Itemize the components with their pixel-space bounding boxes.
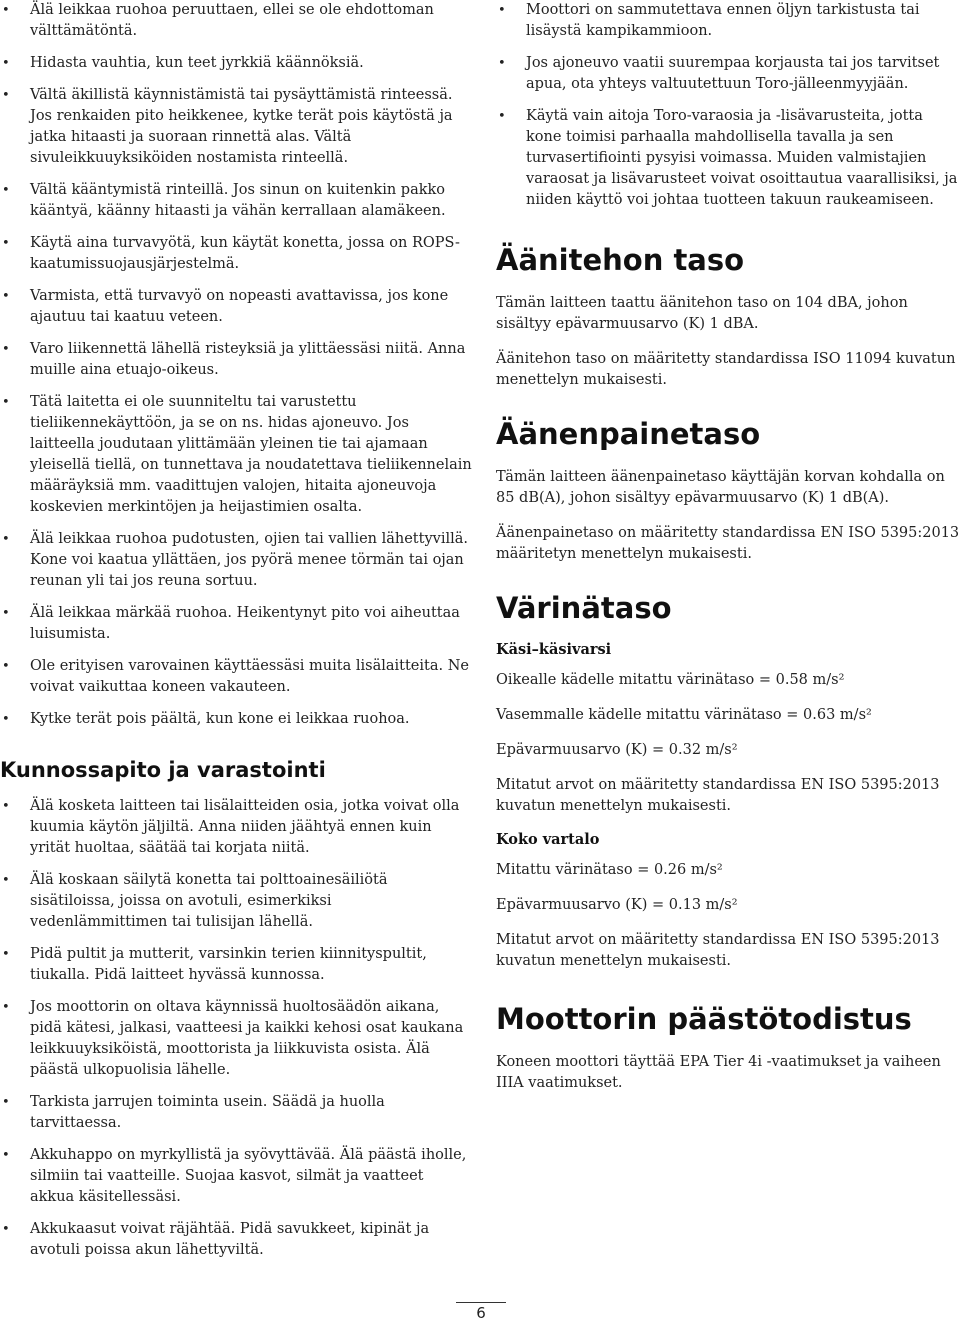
list-item: • Älä leikkaa märkää ruohoa. Heikentynyt pito voi aiheuttaa luisumista. (0, 603, 472, 645)
list-item: • Käytä vain aitoja Toro-varaosia ja -lisävarusteita, jotta kone toimisi parhaalla mahdollisella tavalla ja sen turvasertifiointi pysyisi voimassa. Muiden valmistajien varaosat ja lisävarusteet voivat osoittautua vaarallisiksi, ja niiden käyttö voi johtaa tuotteen takuun raukeamiseen. (496, 106, 960, 211)
paragraph: Tämän laitteen taattu äänitehon taso on 104 dBA, johon sisältyy epävarmuusarvo (K) 1 dBA. (496, 295, 908, 332)
list-item: • Varo liikennettä lähellä risteyksiä ja ylittäessäsi niitä. Anna muille aina etuajo-oikeus. (0, 339, 472, 381)
paragraph: Epävarmuusarvo (K) = 0.32 m/s² (496, 742, 738, 758)
paragraph: Äänitehon taso on määritetty standardissa ISO 11094 kuvatun menettelyn mukaisesti. (496, 351, 956, 388)
list-item: • Käytä aina turvavyötä, kun käytät konetta, jossa on ROPS-kaatumissuojausjärjestelmä. (0, 233, 472, 275)
left-column (0, 0, 472, 1272)
paragraph: Oikealle kädelle mitattu värinätaso = 0.58 m/s² (496, 672, 845, 688)
paragraph: Mitatut arvot on määritetty standardissa EN ISO 5395:2013 kuvatun menettelyn mukaisesti. (496, 932, 940, 969)
right-column (496, 0, 960, 1108)
maintenance-bullet-list (0, 796, 472, 1261)
list-item: • Akkuhappo on myrkyllistä ja syövyttävää. Älä päästä iholle, silmiin tai vaatteille. Suojaa kasvot, silmät ja vaatteet akkua käsitellessäsi. (0, 1145, 472, 1208)
paragraph: Mitatut arvot on määritetty standardissa EN ISO 5395:2013 kuvatun menettelyn mukaisesti. (496, 777, 940, 814)
list-item: • Vältä äkillistä käynnistämistä tai pysäyttämistä rinteessä. Jos renkaiden pito heikkenee, kytke terät pois käytöstä ja jatka hitaasti ja suoraan rinnettä alas. Vältä sivuleikkuuyksiköiden nostamista rinteellä. (0, 85, 472, 169)
section-heading-paasto: Moottorin päästötodistus (496, 1002, 912, 1036)
list-item: • Ole erityisen varovainen käyttäessäsi muita lisälaitteita. Ne voivat vaikuttaa koneen vakauteen. (0, 656, 472, 698)
list-item: • Varmista, että turvavyö on nopeasti avattavissa, jos kone ajautuu tai kaatuu veteen. (0, 286, 472, 328)
page-number-rule (456, 1302, 506, 1303)
list-item: • Pidä pultit ja mutterit, varsinkin terien kiinnityspultit, tiukalla. Pidä laitteet hyvässä kunnossa. (0, 944, 472, 986)
subheading-kasi: Käsi–käsivarsi (496, 641, 612, 658)
list-item: • Tätä laitetta ei ole suunniteltu tai varustettu tieliikennekäyttöön, ja se on ns. hidas ajoneuvo. Jos laitteella joudutaan ylittämään yleinen tie tai ajamaan yleisellä tiellä, on tunnettava ja noudatettava tieliikennelain määräyksiä mm. vaadittujen valojen, hitaita ajoneuvoja koskevien merkintöjen ja heijastimien osalta. (0, 392, 472, 518)
list-item: • Vältä kääntymistä rinteillä. Jos sinun on kuitenkin pakko kääntyä, käänny hitaasti ja vähän kerrallaan alamäkeen. (0, 180, 472, 222)
paragraph: Mitattu värinätaso = 0.26 m/s² (496, 862, 723, 878)
list-item: • Moottori on sammutettava ennen öljyn tarkistusta tai lisäystä kampikammioon. (496, 0, 960, 42)
maintenance-bullet-list-continued (496, 0, 960, 211)
paragraph: Äänenpainetaso on määritetty standardissa EN ISO 5395:2013 määritetyn menettelyn mukaisesti. (496, 525, 960, 562)
section-heading-kunnossapito: Kunnossapito ja varastointi (0, 758, 326, 782)
list-item: • Tarkista jarrujen toiminta usein. Säädä ja huolla tarvittaessa. (0, 1092, 472, 1134)
list-item: • Älä kosketa laitteen tai lisälaitteiden osia, jotka voivat olla kuumia käytön jäljiltä. Anna niiden jäähtyä ennen kuin yrität huoltaa, säätää tai korjata niitä. (0, 796, 472, 859)
list-item: • Jos ajoneuvo vaatii suurempaa korjausta tai jos tarvitset apua, ota yhteys valtuutettuun Toro-jälleenmyyjään. (496, 53, 960, 95)
section-heading-varina: Värinätaso (496, 591, 672, 625)
section-heading-aanenpaine: Äänenpainetaso (496, 417, 761, 451)
list-item: • Älä leikkaa ruohoa pudotusten, ojien tai vallien lähettyvillä. Kone voi kaatua yllättäen, jos pyörä menee törmän tai ojan reunan yli tai jos reuna sortuu. (0, 529, 472, 592)
paragraph: Epävarmuusarvo (K) = 0.13 m/s² (496, 897, 738, 913)
page-number: 6 (476, 1304, 486, 1322)
list-item: • Akkukaasut voivat räjähtää. Pidä savukkeet, kipinät ja avotuli poissa akun lähettyviltä. (0, 1219, 472, 1261)
subheading-koko: Koko vartalo (496, 831, 600, 848)
list-item: • Kytke terät pois päältä, kun kone ei leikkaa ruohoa. (0, 709, 472, 730)
paragraph: Vasemmalle kädelle mitattu värinätaso = 0.63 m/s² (496, 707, 872, 723)
paragraph: Koneen moottori täyttää EPA Tier 4i -vaatimukset ja vaiheen IIIA vaatimukset. (496, 1054, 941, 1091)
section-heading-aanitehon: Äänitehon taso (496, 243, 745, 277)
list-item: • Älä leikkaa ruohoa peruuttaen, ellei se ole ehdottoman välttämätöntä. (0, 0, 472, 42)
safety-bullet-list (0, 0, 472, 730)
list-item: • Hidasta vauhtia, kun teet jyrkkiä käännöksiä. (0, 53, 472, 74)
paragraph: Tämän laitteen äänenpainetaso käyttäjän korvan kohdalla on 85 dB(A), johon sisältyy epävarmuusarvo (K) 1 dB(A). (496, 469, 945, 506)
list-item: • Jos moottorin on oltava käynnissä huoltosäädön aikana, pidä kätesi, jalkasi, vaatteesi ja kaikki kehosi osat kaukana leikkuuyksiköistä, moottorista ja liikkuvista osista. Älä päästä ulkopuolisia lähelle. (0, 997, 472, 1081)
list-item: • Älä koskaan säilytä konetta tai polttoainesäiliötä sisätiloissa, joissa on avotuli, esimerkiksi vedenlämmittimen tai tulisijan lähellä. (0, 870, 472, 933)
